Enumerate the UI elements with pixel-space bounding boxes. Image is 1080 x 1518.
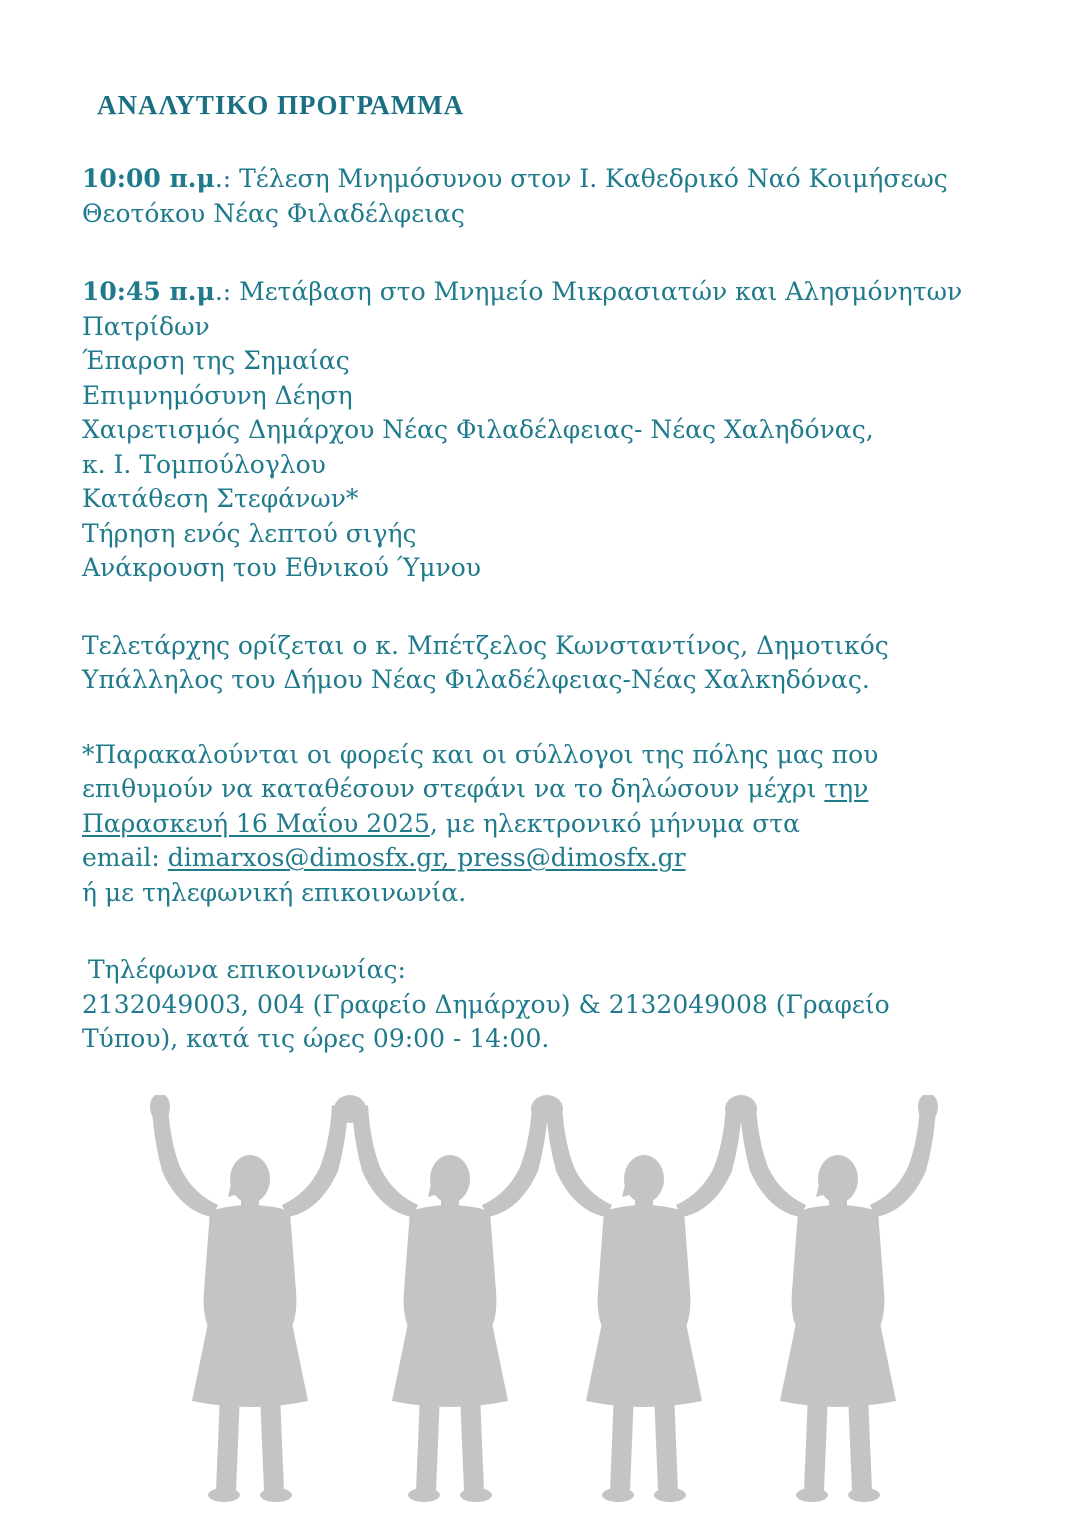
dancer-figure [352,1105,548,1502]
contact-info [82,953,1012,1057]
schedule-line [82,162,1012,197]
paragraph-line [82,841,1012,876]
dancer-figure [740,1105,936,1502]
paragraph-line: ή με τηλεφωνική επικοινωνία. [82,877,467,907]
paragraph-line [82,807,1012,842]
schedule-line: Πατρίδων [82,311,210,341]
wreath-note [82,738,1012,911]
note-text: επιθυμούν να καταθέσουν στεφάνι να το δηλώσουν μέχρι [82,774,825,803]
dancers [150,1095,938,1502]
schedule-line: Θεοτόκου Νέας Φιλαδέλφειας [82,198,465,228]
schedule-item-1000 [82,162,1012,231]
paragraph-line: Τελετάρχης ορίζεται ο κ. Μπέτζελος Κωνσταντίνος, Δημοτικός [82,630,889,660]
master-of-ceremonies [82,629,1012,698]
paragraph-line: Υπάλληλος του Δήμου Νέας Φιλαδέλφειας-Νέας Χαλκηδόνας. [82,665,870,694]
contact-hours: Τύπου), κατά τις ώρες 09:00 - 14:00. [82,1024,550,1053]
schedule-item-1045 [82,275,1012,586]
schedule-line: Ανάκρουση του Εθνικού Ύμνου [82,553,481,582]
email-links[interactable]: dimarxos@dimosfx.gr, press@dimosfx.gr [167,843,686,872]
note-text: , με ηλεκτρονικό μήνυμα στα [429,808,801,838]
paragraph-line: *Παρακαλούνται οι φορείς και οι σύλλογοι της πόλης μας που [82,739,879,769]
email-label: email: [82,843,168,872]
deadline-link[interactable]: την [824,774,869,803]
schedule-time: 10:00 π.μ [82,164,215,193]
schedule-time: 10:45 π.μ [82,277,215,306]
schedule-description: .: Τέλεση Μνημόσυνου στον Ι. Καθεδρικό Ναό Κοιμήσεως [214,164,948,193]
dancer-figure [546,1105,742,1502]
schedule-description: .: Μετάβαση στο Μνημείο Μικρασιατών και Αλησμόνητων [214,277,963,306]
contact-heading: Τηλέφωνα επικοινωνίας: [88,955,406,984]
dancer-figure [152,1105,348,1502]
dancing-figures-silhouette-icon [150,1095,940,1505]
page-title: ΑΝΑΛΥΤΙΚΟ ΠΡΟΓΡΑΜΜΑ [97,90,465,120]
schedule-line: Επιμνημόσυνη Δέηση [82,380,353,410]
document-body [82,162,1012,1057]
contact-phones: 2132049003, 004 (Γραφείο Δημάρχου) & 2132049008 (Γραφείο [82,989,890,1019]
schedule-line: Χαιρετισμός Δημάρχου Νέας Φιλαδέλφειας- Νέας Χαληδόνας, [82,415,874,444]
deadline-date-link[interactable]: Παρασκευή 16 Μαΐου 2025 [82,808,430,838]
schedule-line: κ. Ι. Τομπούλογλου [82,449,326,479]
paragraph-line [82,772,1012,807]
schedule-line [82,275,1012,310]
schedule-line: Κατάθεση Στεφάνων* [82,484,359,513]
schedule-line: Έπαρση της Σημαίας [82,346,350,375]
schedule-line: Τήρηση ενός λεπτού σιγής [82,518,417,548]
